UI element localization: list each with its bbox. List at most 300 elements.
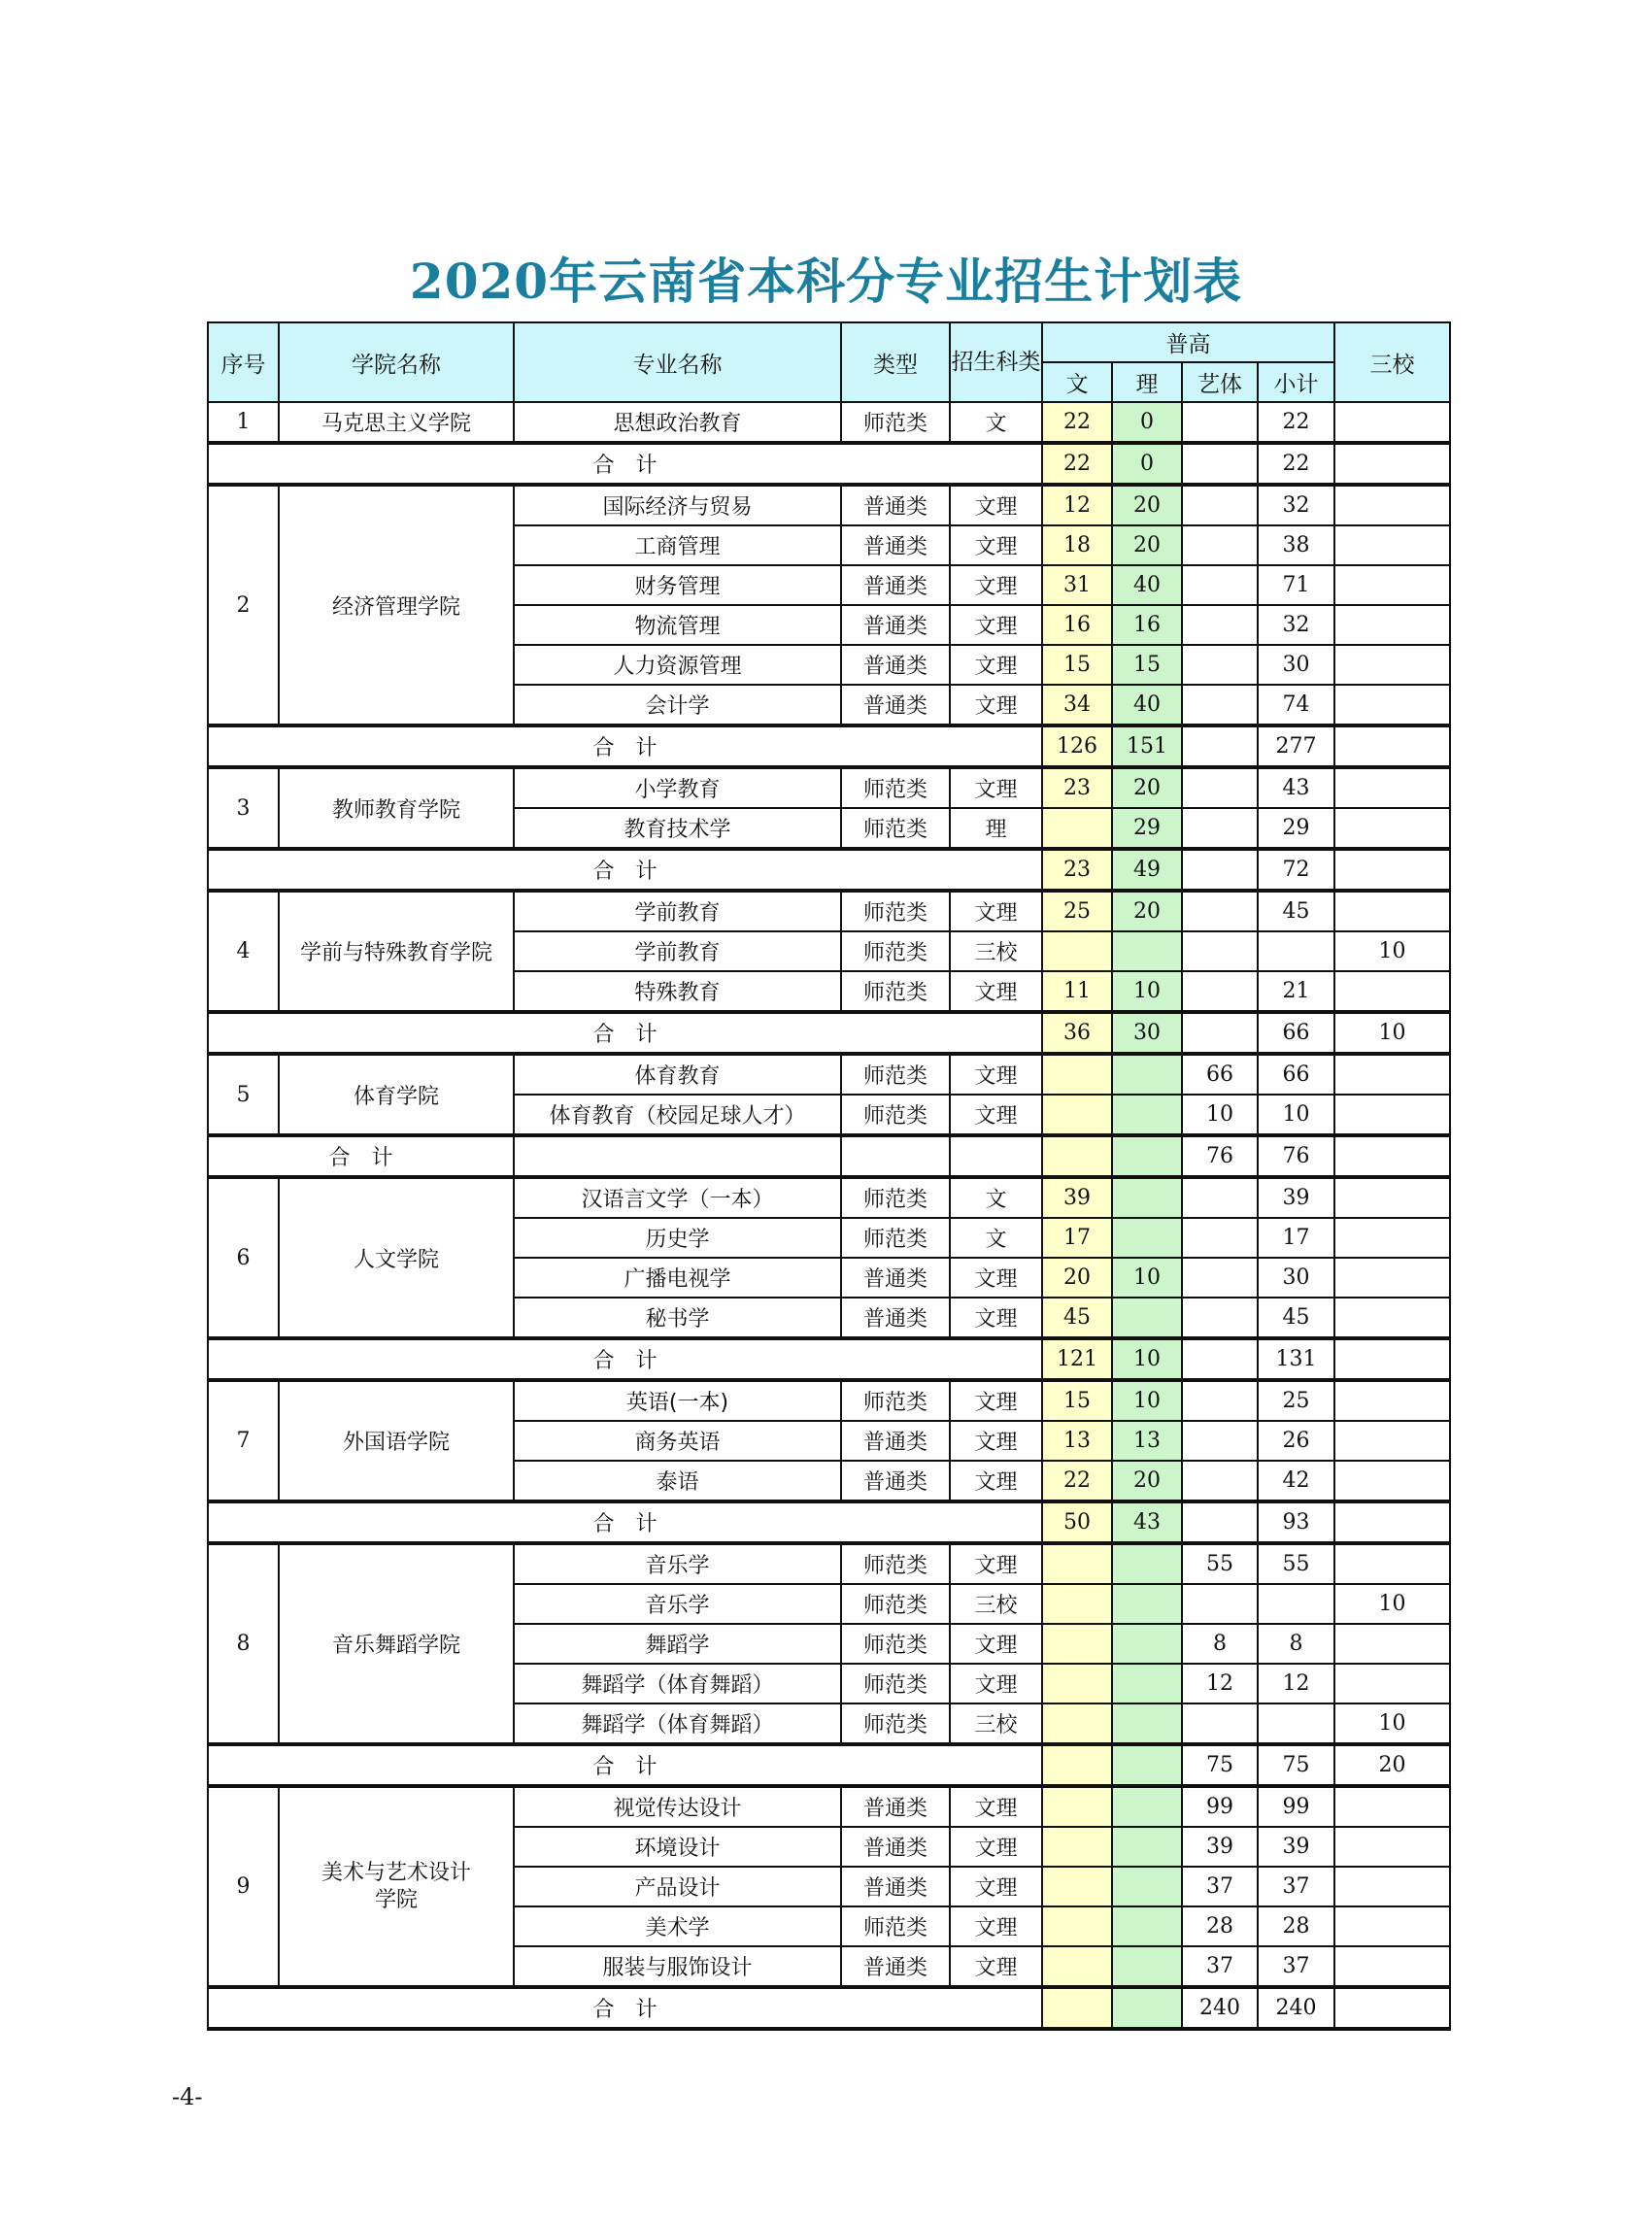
seq-cell: 4 [208,891,279,1012]
sanxiao-cell [1334,1867,1450,1906]
type-cell: 普通类 [841,565,950,605]
header-subject: 招生科类 [950,322,1042,402]
wen-cell [1042,808,1112,849]
li-cell: 40 [1112,685,1182,725]
sanxiao-cell [1334,808,1450,849]
total-wen: 121 [1042,1338,1112,1380]
major-cell: 学前教育 [514,931,841,971]
wen-cell: 23 [1042,767,1112,808]
yiti-cell [1182,402,1258,443]
sanxiao-cell [1334,1543,1450,1584]
total-subtotal: 76 [1258,1135,1334,1177]
college-cell: 体育学院 [279,1054,514,1135]
seq-cell: 1 [208,402,279,443]
total-wen: 50 [1042,1501,1112,1543]
wen-cell [1042,931,1112,971]
subject-cell: 三校 [950,931,1042,971]
yiti-cell [1182,485,1258,525]
total-row [208,443,1450,485]
wen-cell: 15 [1042,1380,1112,1421]
type-cell: 师范类 [841,1218,950,1258]
total-row [208,1135,1450,1177]
sanxiao-cell [1334,1421,1450,1461]
total-row [208,849,1450,891]
subtotal-cell: 28 [1258,1906,1334,1946]
college-cell: 马克思主义学院 [279,402,514,443]
total-sanxiao [1334,1135,1450,1177]
type-cell: 普通类 [841,1421,950,1461]
sanxiao-cell: 10 [1334,1703,1450,1744]
total-wen: 36 [1042,1012,1112,1054]
subtotal-cell: 55 [1258,1543,1334,1584]
total-li: 43 [1112,1501,1182,1543]
li-cell: 40 [1112,565,1182,605]
total-yiti [1182,1012,1258,1054]
subtotal-cell: 39 [1258,1827,1334,1867]
wen-cell: 39 [1042,1177,1112,1218]
yiti-cell: 39 [1182,1827,1258,1867]
subtotal-cell: 71 [1258,565,1334,605]
major-cell: 国际经济与贸易 [514,485,841,525]
wen-cell: 20 [1042,1258,1112,1298]
total-label: 合 计 [208,1987,1042,2029]
subtotal-cell [1258,1703,1334,1744]
wen-cell: 15 [1042,645,1112,685]
wen-cell [1042,1867,1112,1906]
total-label: 合 计 [208,1744,1042,1786]
subject-cell: 文理 [950,1298,1042,1338]
yiti-cell [1182,1703,1258,1744]
li-cell [1112,1906,1182,1946]
major-cell: 泰语 [514,1461,841,1501]
subject-cell: 文理 [950,1786,1042,1827]
empty-cell [841,1135,950,1177]
total-row [208,1501,1450,1543]
wen-cell: 11 [1042,971,1112,1012]
subject-cell: 文理 [950,1827,1042,1867]
total-li: 0 [1112,443,1182,485]
type-cell: 师范类 [841,1054,950,1095]
total-sanxiao: 10 [1334,1012,1450,1054]
total-subtotal: 66 [1258,1012,1334,1054]
total-yiti [1182,443,1258,485]
total-li: 30 [1112,1012,1182,1054]
subject-cell: 文理 [950,1543,1042,1584]
subject-cell: 文 [950,1177,1042,1218]
total-sanxiao [1334,1501,1450,1543]
type-cell: 普通类 [841,685,950,725]
subtotal-cell: 30 [1258,1258,1334,1298]
wen-cell [1042,1543,1112,1584]
major-cell: 教育技术学 [514,808,841,849]
subject-cell: 文理 [950,891,1042,931]
table-row [208,1543,1450,1584]
subtotal-cell: 66 [1258,1054,1334,1095]
subtotal-cell: 99 [1258,1786,1334,1827]
college-cell: 教师教育学院 [279,767,514,849]
subject-cell: 文理 [950,1421,1042,1461]
type-cell: 师范类 [841,931,950,971]
type-cell: 普通类 [841,1946,950,1987]
subtotal-cell: 74 [1258,685,1334,725]
yiti-cell [1182,931,1258,971]
wen-cell: 31 [1042,565,1112,605]
total-li: 49 [1112,849,1182,891]
li-cell: 29 [1112,808,1182,849]
total-yiti: 76 [1182,1135,1258,1177]
type-cell: 师范类 [841,767,950,808]
sanxiao-cell [1334,402,1450,443]
li-cell [1112,1786,1182,1827]
total-sanxiao [1334,849,1450,891]
major-cell: 思想政治教育 [514,402,841,443]
sanxiao-cell: 10 [1334,931,1450,971]
subject-cell: 理 [950,808,1042,849]
type-cell: 师范类 [841,1543,950,1584]
table-row [208,1786,1450,1827]
header-type: 类型 [841,322,950,402]
type-cell: 普通类 [841,1298,950,1338]
wen-cell: 45 [1042,1298,1112,1338]
type-cell: 普通类 [841,645,950,685]
empty-cell [514,1135,841,1177]
type-cell: 师范类 [841,1095,950,1135]
total-wen: 126 [1042,725,1112,767]
subtotal-cell: 26 [1258,1421,1334,1461]
total-yiti: 75 [1182,1744,1258,1786]
sanxiao-cell [1334,1218,1450,1258]
major-cell: 学前教育 [514,891,841,931]
type-cell: 普通类 [841,1258,950,1298]
table-row [208,767,1450,808]
li-cell [1112,1095,1182,1135]
table-row [208,891,1450,931]
yiti-cell [1182,1461,1258,1501]
subtotal-cell: 37 [1258,1867,1334,1906]
total-subtotal: 93 [1258,1501,1334,1543]
subtotal-cell: 37 [1258,1946,1334,1987]
total-sanxiao [1334,1338,1450,1380]
sanxiao-cell [1334,525,1450,565]
major-cell: 广播电视学 [514,1258,841,1298]
wen-cell: 22 [1042,1461,1112,1501]
subject-cell: 文 [950,402,1042,443]
major-cell: 音乐学 [514,1584,841,1624]
subtotal-cell: 21 [1258,971,1334,1012]
yiti-cell [1182,767,1258,808]
sanxiao-cell [1334,1177,1450,1218]
major-cell: 美术学 [514,1906,841,1946]
li-cell: 13 [1112,1421,1182,1461]
li-cell: 20 [1112,767,1182,808]
type-cell: 师范类 [841,1906,950,1946]
total-row [208,1987,1450,2029]
college-cell: 美术与艺术设计学院 [279,1786,514,1987]
yiti-cell: 37 [1182,1867,1258,1906]
subject-cell: 文理 [950,971,1042,1012]
wen-cell [1042,1054,1112,1095]
empty-cell [950,1135,1042,1177]
total-label: 合 计 [208,725,1042,767]
wen-cell: 25 [1042,891,1112,931]
major-cell: 视觉传达设计 [514,1786,841,1827]
type-cell: 普通类 [841,1867,950,1906]
enrollment-plan-table [207,321,1451,2031]
college-cell: 外国语学院 [279,1380,514,1501]
sanxiao-cell [1334,1946,1450,1987]
subject-cell: 文理 [950,1095,1042,1135]
sanxiao-cell [1334,1786,1450,1827]
li-cell [1112,1298,1182,1338]
wen-cell: 18 [1042,525,1112,565]
major-cell: 体育教育 [514,1054,841,1095]
header-li: 理 [1112,362,1182,402]
major-cell: 产品设计 [514,1867,841,1906]
li-cell: 15 [1112,645,1182,685]
subtotal-cell: 32 [1258,485,1334,525]
subject-cell: 文理 [950,1054,1042,1095]
sanxiao-cell: 10 [1334,1584,1450,1624]
type-cell: 师范类 [841,971,950,1012]
li-cell: 10 [1112,1258,1182,1298]
table-body [208,402,1450,2029]
major-cell: 商务英语 [514,1421,841,1461]
total-label: 合 计 [208,1338,1042,1380]
major-cell: 体育教育（校园足球人才） [514,1095,841,1135]
seq-cell: 5 [208,1054,279,1135]
li-cell [1112,1827,1182,1867]
subtotal-cell: 43 [1258,767,1334,808]
seq-cell: 6 [208,1177,279,1338]
yiti-cell: 37 [1182,1946,1258,1987]
total-label: 合 计 [208,849,1042,891]
subject-cell: 文理 [950,685,1042,725]
total-label: 合 计 [208,1135,514,1177]
major-cell: 会计学 [514,685,841,725]
sanxiao-cell [1334,1380,1450,1421]
total-sanxiao [1334,725,1450,767]
seq-cell: 9 [208,1786,279,1987]
total-subtotal: 75 [1258,1744,1334,1786]
table-row [208,485,1450,525]
sanxiao-cell [1334,1664,1450,1703]
subtotal-cell: 8 [1258,1624,1334,1664]
header-pugao: 普高 [1042,322,1334,362]
li-cell [1112,1624,1182,1664]
total-label: 合 计 [208,1501,1042,1543]
header-seq: 序号 [208,322,279,402]
li-cell: 0 [1112,402,1182,443]
sanxiao-cell [1334,971,1450,1012]
total-subtotal: 240 [1258,1987,1334,2029]
subtotal-cell: 38 [1258,525,1334,565]
yiti-cell [1182,685,1258,725]
sanxiao-cell [1334,1258,1450,1298]
total-label: 合 计 [208,1012,1042,1054]
yiti-cell [1182,1380,1258,1421]
li-cell: 10 [1112,1380,1182,1421]
major-cell: 环境设计 [514,1827,841,1867]
wen-cell: 34 [1042,685,1112,725]
yiti-cell: 28 [1182,1906,1258,1946]
total-subtotal: 22 [1258,443,1334,485]
major-cell: 音乐学 [514,1543,841,1584]
total-li: 151 [1112,725,1182,767]
subtotal-cell: 32 [1258,605,1334,645]
total-sanxiao [1334,1987,1450,2029]
subtotal-cell: 17 [1258,1218,1334,1258]
wen-cell [1042,1786,1112,1827]
header-major: 专业名称 [514,322,841,402]
yiti-cell [1182,1421,1258,1461]
li-cell [1112,1218,1182,1258]
li-cell [1112,1664,1182,1703]
total-li [1112,1135,1182,1177]
subject-cell: 文理 [950,645,1042,685]
yiti-cell [1182,1584,1258,1624]
subtotal-cell [1258,1584,1334,1624]
sanxiao-cell [1334,685,1450,725]
major-cell: 舞蹈学 [514,1624,841,1664]
wen-cell: 13 [1042,1421,1112,1461]
type-cell: 师范类 [841,808,950,849]
yiti-cell [1182,1258,1258,1298]
header-sanxiao: 三校 [1334,322,1450,402]
wen-cell: 22 [1042,402,1112,443]
yiti-cell: 66 [1182,1054,1258,1095]
major-cell: 舞蹈学（体育舞蹈） [514,1703,841,1744]
subject-cell: 文理 [950,1461,1042,1501]
yiti-cell [1182,645,1258,685]
wen-cell: 17 [1042,1218,1112,1258]
sanxiao-cell [1334,1827,1450,1867]
subtotal-cell: 25 [1258,1380,1334,1421]
page-title: 2020年云南省本科分专业招生计划表 [409,253,1243,310]
major-cell: 特殊教育 [514,971,841,1012]
total-li: 10 [1112,1338,1182,1380]
li-cell [1112,931,1182,971]
subject-cell: 文理 [950,525,1042,565]
li-cell [1112,1946,1182,1987]
type-cell: 师范类 [841,1584,950,1624]
page-number: -4- [172,2083,203,2110]
type-cell: 普通类 [841,1786,950,1827]
table-row [208,402,1450,443]
subject-cell: 文理 [950,1624,1042,1664]
li-cell [1112,1543,1182,1584]
sanxiao-cell [1334,891,1450,931]
subject-cell: 三校 [950,1584,1042,1624]
subtotal-cell: 42 [1258,1461,1334,1501]
header-subtotal: 小计 [1258,362,1334,402]
subtotal-cell: 39 [1258,1177,1334,1218]
total-subtotal: 131 [1258,1338,1334,1380]
total-label: 合 计 [208,443,1042,485]
wen-cell [1042,1703,1112,1744]
table-row [208,1054,1450,1095]
type-cell: 普通类 [841,1461,950,1501]
type-cell: 师范类 [841,1664,950,1703]
li-cell: 16 [1112,605,1182,645]
type-cell: 普通类 [841,525,950,565]
sanxiao-cell [1334,1906,1450,1946]
yiti-cell: 55 [1182,1543,1258,1584]
li-cell [1112,1177,1182,1218]
header-college: 学院名称 [279,322,514,402]
total-wen [1042,1135,1112,1177]
seq-cell: 8 [208,1543,279,1744]
wen-cell: 16 [1042,605,1112,645]
total-yiti [1182,1501,1258,1543]
yiti-cell [1182,971,1258,1012]
total-wen [1042,1987,1112,2029]
subtotal-cell: 12 [1258,1664,1334,1703]
total-row [208,1012,1450,1054]
yiti-cell: 12 [1182,1664,1258,1703]
li-cell [1112,1867,1182,1906]
yiti-cell [1182,605,1258,645]
subject-cell: 三校 [950,1703,1042,1744]
total-yiti [1182,725,1258,767]
header-yiti: 艺体 [1182,362,1258,402]
sanxiao-cell [1334,1298,1450,1338]
total-row [208,1744,1450,1786]
sanxiao-cell [1334,1461,1450,1501]
table-row [208,1177,1450,1218]
subtotal-cell: 30 [1258,645,1334,685]
total-wen: 23 [1042,849,1112,891]
yiti-cell [1182,808,1258,849]
li-cell [1112,1584,1182,1624]
wen-cell [1042,1095,1112,1135]
subject-cell: 文理 [950,1664,1042,1703]
wen-cell [1042,1946,1112,1987]
college-cell: 音乐舞蹈学院 [279,1543,514,1744]
subject-cell: 文理 [950,1380,1042,1421]
yiti-cell [1182,1298,1258,1338]
yiti-cell [1182,1218,1258,1258]
seq-cell: 3 [208,767,279,849]
type-cell: 师范类 [841,1703,950,1744]
li-cell: 10 [1112,971,1182,1012]
total-li [1112,1987,1182,2029]
total-yiti [1182,1338,1258,1380]
total-sanxiao: 20 [1334,1744,1450,1786]
type-cell: 师范类 [841,402,950,443]
subject-cell: 文理 [950,1906,1042,1946]
li-cell [1112,1703,1182,1744]
subject-cell: 文理 [950,565,1042,605]
subject-cell: 文理 [950,485,1042,525]
major-cell: 小学教育 [514,767,841,808]
sanxiao-cell [1334,1054,1450,1095]
yiti-cell [1182,525,1258,565]
wen-cell [1042,1827,1112,1867]
college-cell: 学前与特殊教育学院 [279,891,514,1012]
total-wen: 22 [1042,443,1112,485]
college-cell: 经济管理学院 [279,485,514,725]
major-cell: 服装与服饰设计 [514,1946,841,1987]
subject-cell: 文理 [950,767,1042,808]
major-cell: 物流管理 [514,605,841,645]
seq-cell: 2 [208,485,279,725]
yiti-cell [1182,565,1258,605]
type-cell: 师范类 [841,891,950,931]
type-cell: 师范类 [841,1177,950,1218]
college-cell: 人文学院 [279,1177,514,1338]
subject-cell: 文理 [950,1258,1042,1298]
total-subtotal: 72 [1258,849,1334,891]
